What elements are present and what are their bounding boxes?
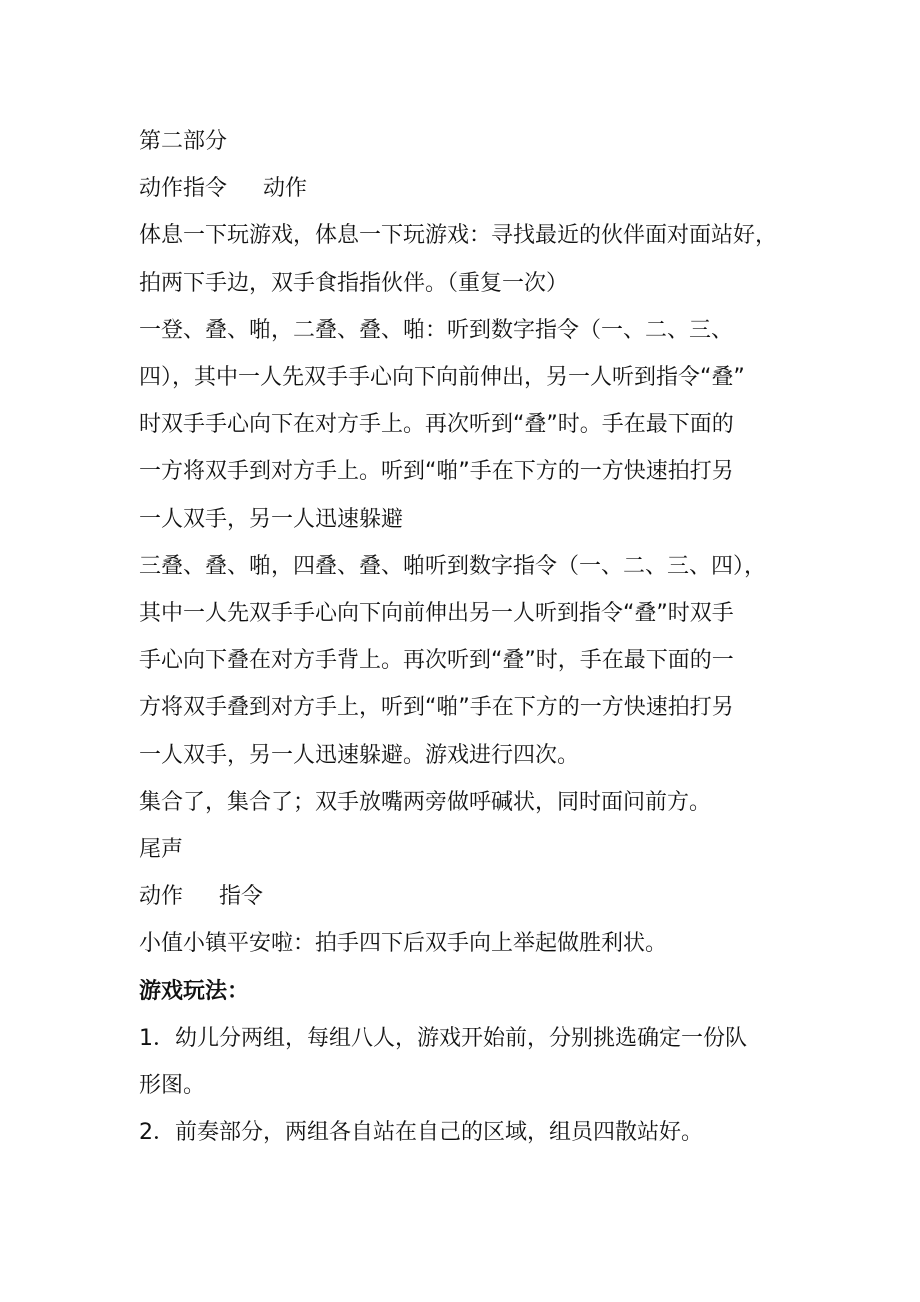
column-header-command: 指令	[219, 884, 264, 910]
text-line: 时双手手心向下在对方手上。再次听到“叠”时。手在最下面的	[139, 412, 734, 438]
text-line: 四），其中一人先双手手心向下向前伸出，另一人听到指令“叠”	[139, 365, 745, 391]
text-line: 方将双手叠到对方手上，听到“啪”手在下方的一方快速拍打另	[139, 695, 734, 721]
column-header-row-ending	[139, 873, 789, 920]
text-line: 一方将双手到对方手上。听到“啪”手在下方的一方快速拍打另	[139, 459, 734, 485]
paragraph-rest-game	[139, 212, 789, 306]
paragraph-safe-town: 小值小镇平安啦：拍手四下后双手向上举起做胜利状。	[139, 931, 668, 957]
text-line: 其中一人先双手手心向下向前伸出另一人听到指令“叠”时双手	[139, 601, 734, 627]
text-line: 体息一下玩游戏，体息一下玩游戏：寻找最近的伙伴面对面站好，	[139, 223, 778, 249]
section-heading-part-two: 第二部分	[139, 129, 228, 154]
rule-item-1	[139, 1015, 789, 1109]
paragraph-stack-three-four	[139, 543, 789, 779]
text-line: 一人双手，另一人迅速躲避	[139, 506, 404, 532]
game-rules-title: 游戏玩法：	[139, 978, 250, 1004]
text-line: 三叠、叠、啪，四叠、叠、啪听到数字指令（一、二、三、四），	[139, 553, 767, 579]
text-line: 拍两下手边，双手食指指伙伴。（重复一次）	[139, 270, 569, 296]
text-line: 1．幼儿分两组，每组八人，游戏开始前，分别挑选确定一份队	[139, 1025, 747, 1051]
column-header-action: 动作	[139, 884, 184, 910]
paragraph-gather: 集合了，集合了；双手放嘴两旁做呼碱状，同时面问前方。	[139, 789, 712, 815]
column-header-action: 动作	[263, 176, 308, 202]
text-line: 形图。	[139, 1073, 206, 1099]
text-line: 一登、叠、啪，二叠、叠、啪：听到数字指令（一、二、三、	[139, 317, 734, 343]
paragraph-stack-one-two	[139, 307, 789, 543]
column-header-command: 动作指令	[139, 176, 228, 202]
rule-item-2: 2．前奏部分，两组各自站在自己的区域，组员四散站好。	[139, 1120, 703, 1146]
text-line: 一人双手，另一人迅速躲避。游戏进行四次。	[139, 742, 580, 768]
section-heading-ending: 尾声	[139, 837, 184, 863]
document-body	[139, 118, 789, 1156]
text-line: 手心向下叠在对方手背上。再次听到“叠”时，手在最下面的一	[139, 648, 734, 674]
column-header-row	[139, 165, 789, 212]
